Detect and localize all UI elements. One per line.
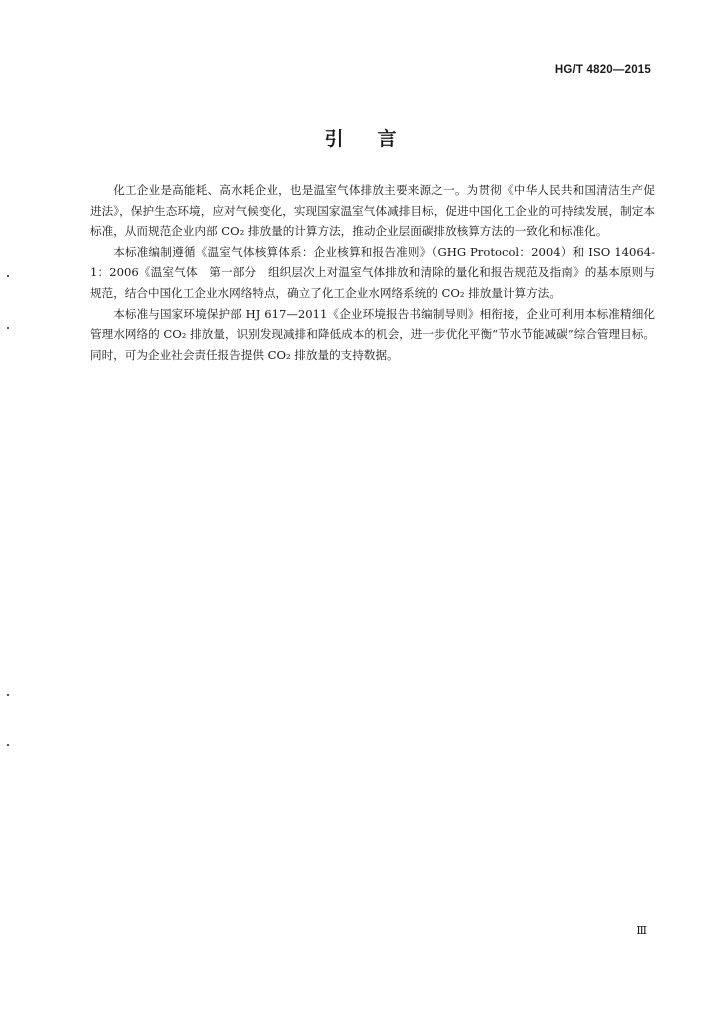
paragraph: 本标准与国家环境保护部 HJ 617—2011《企业环境报告书编制导则》相衔接，企业可利用本标准精细化管理水网络的 CO₂ 排放量，识别发现减排和降低成本的机会，进一步优化平衡“节水节能减碳”综合管理目标。同时，可为企业社会责任报告提供 CO₂ 排放量的支持数据。	[90, 306, 655, 362]
page-number: Ⅲ	[636, 924, 647, 937]
scan-mark	[7, 694, 9, 696]
standard-number: HG/T 4820—2015	[554, 64, 651, 76]
body-text	[90, 180, 655, 365]
paragraph: 化工企业是高能耗、高水耗企业，也是温室气体排放主要来源之一。为贯彻《中华人民共和国清洁生产促进法》，保护生态环境，应对气候变化，实现国家温室气体减排目标，促进中国化工企业的可持续发展，制定本标准，从而规范企业内部 CO₂ 排放量的计算方法，推动企业层面碳排放核算方法的一致化和标准化。	[90, 183, 655, 239]
scan-mark	[7, 744, 9, 746]
paragraph: 本标准编制遵循《温室气体核算体系：企业核算和报告准则》（GHG Protocol：2004）和 ISO 14064-1：2006《温室气体 第一部分 组织层次上对温室气体排放和清除的量化和报告规范及指南》的基本原则与规范，结合中国化工企业水网络特点，确立了化工企业水网络系统的 CO₂ 排放量计算方法。	[90, 244, 655, 300]
page-title: 引言	[324, 128, 431, 150]
scan-mark	[7, 275, 9, 277]
scan-mark	[7, 327, 9, 329]
